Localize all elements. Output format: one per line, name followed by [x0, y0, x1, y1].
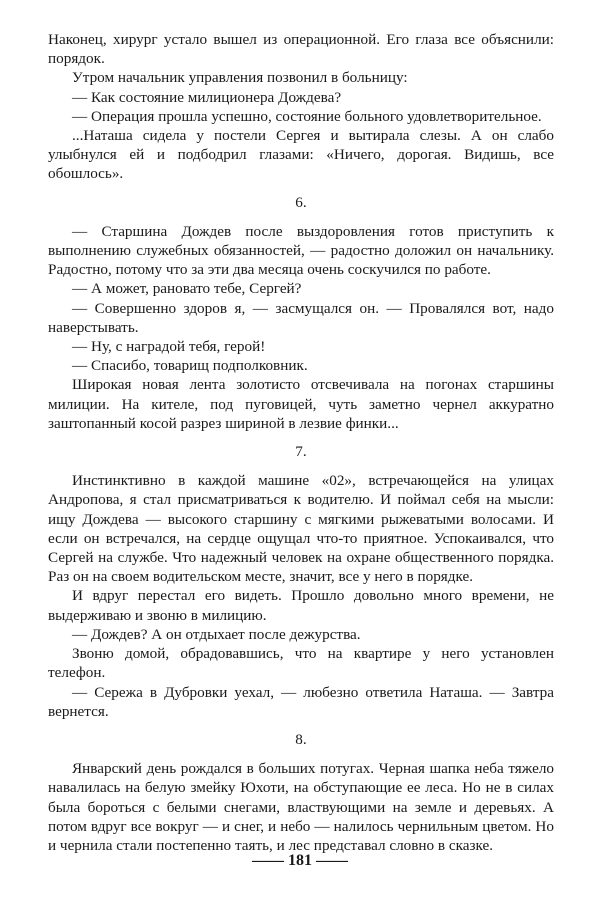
paragraph: И вдруг перестал его видеть. Прошло довольно много времени, не выдерживаю и звоню в милицию.	[48, 587, 554, 624]
section-number: 8.	[295, 730, 307, 748]
page-number: —— 181 ——	[252, 852, 348, 869]
paragraph: Утром начальник управления позвонил в больницу:	[72, 69, 408, 87]
page-body	[48, 30, 554, 855]
section-number: 6.	[295, 193, 307, 211]
dialogue-line: — Дождев? А он отдыхает после дежурства.	[72, 625, 361, 643]
dialogue-line: — Сережа в Дубровки уехал, — любезно ответила Наташа. — Завтра вернется.	[48, 683, 554, 720]
paragraph: ...Наташа сидела у постели Сергея и вытирала слезы. А он слабо улыбнулся ей и подбодрил глазами: «Ничего, дорогая. Видишь, все обошлось».	[48, 127, 554, 183]
dialogue-line: — А может, рановато тебе, Сергей?	[72, 280, 302, 298]
paragraph: Наконец, хирург устало вышел из операционной. Его глаза все объяснили: порядок.	[48, 31, 554, 68]
paragraph: Звоню домой, обрадовавшись, что на квартире у него установлен телефон.	[48, 645, 554, 682]
dialogue-line: — Ну, с наградой тебя, герой!	[72, 338, 266, 356]
dialogue-line: — Старшина Дождев после выздоровления готов приступить к выполнению служебных обязанностей, — радостно доложил он начальнику. Радостно, потому что за эти два месяца очень соскучился по работе.	[48, 222, 554, 279]
dialogue-line: — Спасибо, товарищ подполковник.	[72, 357, 308, 375]
dialogue-line: — Совершенно здоров я, — засмущался он. — Провалялся вот, надо наверстывать.	[48, 299, 554, 336]
paragraph: Инстинктивно в каждой машине «02», встречающейся на улицах Андропова, я стал присматриваться к водителю. И поймал себя на мысли: ищу Дождева — высокого старшину с мягкими рыжеватыми волосами. И если он встречался, на сердце ощущал что-то приятное. Успокаивался, что Сергей на службе. Что надежный человек на охране общественного порядка. Раз он на своем водительском месте, значит, все у него в порядке.	[48, 472, 554, 586]
section-number: 7.	[295, 443, 307, 461]
paragraph: Широкая новая лента золотисто отсвечивала на погонах старшины милиции. На кителе, под пуговицей, чуть заметно чернел аккуратно заштопанный косой разрез шириной в лезвие финки...	[48, 376, 554, 432]
dialogue-line: — Как состояние милиционера Дождева?	[72, 88, 342, 106]
dialogue-line: — Операция прошла успешно, состояние больного удовлетворительное.	[72, 107, 542, 125]
paragraph: Январский день рождался в больших потугах. Черная шапка неба тяжело навалилась на белую змейку Юхоти, на обступающие ее леса. Но не в силах была бороться с белыми снегами, властвующими на земле и деревьях. А потом вдруг все вокруг — и снег, и небо — налилось чернильным цветом. Но и чернила стали постепенно таять, и лес представал словно в сказке.	[48, 760, 554, 854]
